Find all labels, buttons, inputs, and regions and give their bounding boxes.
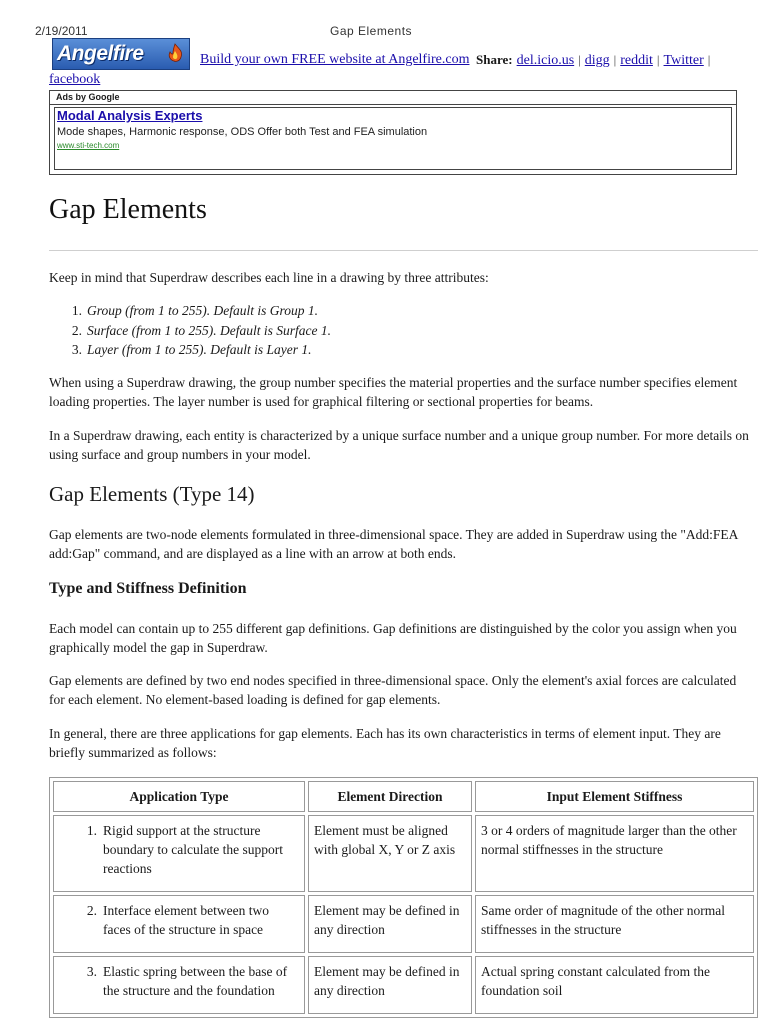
table-cell: 1. Rigid support at the structure boundary to calculate the support reactions — [53, 815, 305, 892]
group-paragraph: When using a Superdraw drawing, the group number specifies the material properties and the surface number specifies element loading properties. The layer number is used for graphical filtering or sectional properties for beams. — [49, 375, 738, 409]
entity-paragraph: In a Superdraw drawing, each entity is characterized by a unique surface number and a unique group number. For more details on using surface and group numbers in your model. — [49, 428, 749, 462]
table-row — [53, 895, 754, 953]
google-ad-box — [49, 90, 737, 175]
table-header-row — [53, 781, 754, 812]
share-digg-link[interactable]: digg — [584, 53, 610, 68]
list-item: 1. Group (from 1 to 255). Default is Group 1. — [71, 303, 318, 318]
ad-url-link[interactable]: www.sti-tech.com — [57, 141, 120, 150]
title-divider — [49, 250, 758, 251]
nodes-paragraph: Gap elements are defined by two end nodes specified in three-dimensional space. Only the element's axial forces are calculated for each element. No element-based loading is defined for gap elements. — [49, 673, 737, 707]
separator: | — [707, 52, 711, 67]
share-facebook-link[interactable]: facebook — [49, 72, 101, 87]
table-cell: Element may be defined in any direction — [308, 956, 472, 1014]
share-bar — [476, 52, 710, 69]
table-cell: 2. Interface element between two faces of the structure in space — [53, 895, 305, 953]
ad-unit[interactable] — [54, 107, 732, 170]
list-item: 2. Surface (from 1 to 255). Default is Surface 1. — [71, 322, 331, 338]
separator: | — [613, 52, 617, 67]
share-delicious-link[interactable]: del.icio.us — [516, 53, 575, 68]
intro-paragraph: Keep in mind that Superdraw describes each line in a drawing by three attributes: — [49, 270, 489, 285]
applications-table — [49, 777, 758, 1018]
separator: | — [656, 52, 660, 67]
ad-title-link[interactable]: Modal Analysis Experts — [57, 108, 203, 123]
table-cell: Same order of magnitude of the other normal stiffnesses in the structure — [475, 895, 754, 953]
share-twitter-link[interactable]: Twitter — [663, 53, 704, 68]
gap-intro-paragraph: Gap elements are two-node elements formulated in three-dimensional space. They are added in Superdraw using the "Add:FEA add:Gap" command, and are displayed as a line with an arrow at both ends. — [49, 527, 738, 561]
ad-description: Mode shapes, Harmonic response, ODS Offer both Test and FEA simulation — [57, 126, 428, 138]
attribute-list — [49, 301, 331, 360]
flame-icon — [165, 43, 185, 63]
list-item: 3. Layer (from 1 to 255). Default is Layer 1. — [71, 342, 312, 357]
subsection-heading-stiffness: Type and Stiffness Definition — [49, 580, 247, 597]
table-row — [53, 956, 754, 1014]
page-title: Gap Elements — [49, 194, 207, 225]
share-reddit-link[interactable]: reddit — [620, 53, 653, 68]
table-header: Element Direction — [308, 781, 472, 812]
table-row — [53, 815, 754, 892]
table-header: Application Type — [53, 781, 305, 812]
table-cell: Element must be aligned with global X, Y or Z axis — [308, 815, 472, 892]
print-date: 2/19/2011 — [35, 24, 88, 38]
logo-text: Angelfire — [57, 42, 144, 65]
print-header-title: Gap Elements — [330, 24, 413, 38]
share-label: Share: — [476, 52, 513, 67]
table-cell: 3. Elastic spring between the base of the structure and the foundation — [53, 956, 305, 1014]
angelfire-logo[interactable] — [52, 38, 190, 70]
definitions-paragraph: Each model can contain up to 255 different gap definitions. Gap definitions are distinguished by the color you assign when you graphically model the gap in Superdraw. — [49, 621, 737, 655]
ads-by-google-label[interactable]: Ads by Google — [50, 91, 736, 105]
build-website-link[interactable]: Build your own FREE website at Angelfire.com — [200, 52, 470, 67]
separator: | — [578, 52, 581, 67]
table-cell: Element may be defined in any direction — [308, 895, 472, 953]
table-header: Input Element Stiffness — [475, 781, 754, 812]
section-heading-type14: Gap Elements (Type 14) — [49, 482, 255, 506]
table-cell: Actual spring constant calculated from the foundation soil — [475, 956, 754, 1014]
table-cell: 3 or 4 orders of magnitude larger than the other normal stiffnesses in the structure — [475, 815, 754, 892]
applications-paragraph: In general, there are three applications for gap elements. Each has its own characteristics in terms of element input. They are briefly summarized as follows: — [49, 726, 721, 760]
